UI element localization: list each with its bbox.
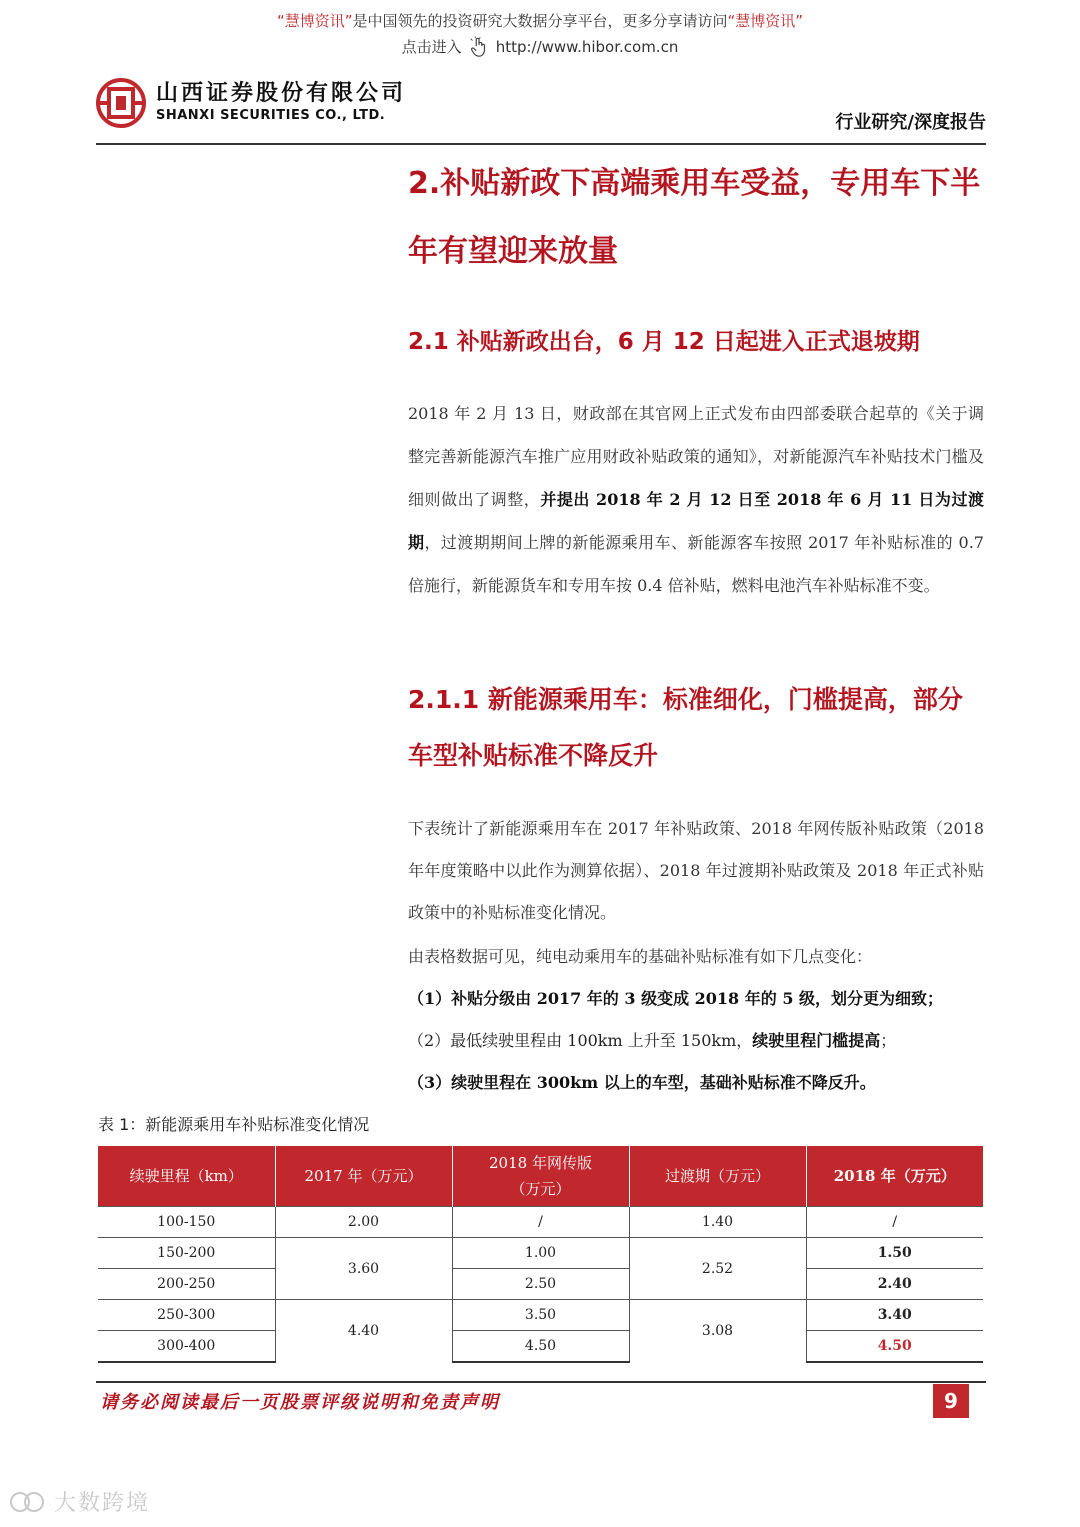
table-row [98,1269,983,1300]
list-item: （3）续驶里程在 300km 以上的车型，基础补贴标准不降反升。 [408,1073,876,1092]
subsection-title: 2.1 补贴新政出台，6 月 12 日起进入正式退坡期 [408,329,920,355]
banner-url-link[interactable]: http://www.hibor.com.cn [495,38,679,56]
table-cell: 150-200 [98,1238,275,1269]
watermark-text: 大数跨境 [54,1491,151,1516]
banner-brand: “慧博资讯” [276,12,353,30]
changes-list [408,978,984,1104]
pointer-hand-icon [468,36,490,58]
section-title: 2.补贴新政下高端乘用车受益，专用车下半年有望迎来放量 [408,166,981,269]
table-header: 续驶里程（km） [98,1146,275,1207]
disclaimer-text: 请务必阅读最后一页股票评级说明和免责声明 [100,1392,500,1413]
top-banner [0,8,1080,60]
company-name-cn: 山西证券股份有限公司 [156,81,407,106]
table-cell: 3.08 [629,1300,806,1363]
table-cell: 2.00 [275,1207,452,1238]
table-cell: 200-250 [98,1269,275,1300]
banner-brand-end: “慧博资讯” [727,12,804,30]
watermark [8,1486,150,1517]
table-cell: 250-300 [98,1300,275,1331]
report-type-label: 行业研究/深度报告 [835,112,986,133]
company-name-en: SHANXI SECURITIES CO., LTD. [156,108,386,123]
table-cell: 1.40 [629,1207,806,1238]
click-label: 点击进入 [401,38,462,56]
paragraph-changes-intro: 由表格数据可见，纯电动乘用车的基础补贴标准有如下几点变化： [408,947,873,966]
table-cell: 100-150 [98,1207,275,1238]
table-row [98,1238,983,1269]
table-cell: 2.50 [452,1269,629,1300]
table-cell: 2.40 [806,1269,983,1300]
table-header-row [98,1146,983,1207]
table-cell: 1.00 [452,1238,629,1269]
banner-text: 是中国领先的投资研究大数据分享平台，更多分享请访问 [352,12,728,30]
table-header: 2018 年网传版（万元） [452,1146,629,1207]
table-header: 2018 年（万元） [806,1146,983,1207]
company-logo [96,78,406,128]
sub-subsection-title: 2.1.1 新能源乘用车：标准细化，门槛提高，部分车型补贴标准不降反升 [408,685,963,770]
table-cell: 3.60 [275,1238,452,1300]
paragraph-policy-bold: 并提出 2018 年 2 月 12 日至 2018 年 6 月 11 日为过渡期 [408,490,984,552]
paragraph-table-intro: 下表统计了新能源乘用车在 2017 年补贴政策、2018 年网传版补贴政策（2018 年年度策略中以此作为测算依据）、2018 年过渡期补贴政策及 2018 年正式补贴政策中的补贴标准变化情况。 [408,819,984,922]
table-cell: / [452,1207,629,1238]
paragraph-policy [408,392,984,607]
table-caption: 表 1：新能源乘用车补贴标准变化情况 [98,1115,370,1134]
table-cell: 2.52 [629,1238,806,1300]
page-number: 9 [933,1384,969,1418]
list-item: （2）最低续驶里程由 100km 上升至 150km，续驶里程门槛提高； [408,1031,897,1050]
paragraph-policy-text-b: ，过渡期期间上牌的新能源乘用车、新能源客车按照 2017 年补贴标准的 0.7 倍施行，新能源货车和专用车按 0.4 倍补贴，燃料电池汽车补贴标准不变。 [408,533,984,595]
watermark-logo-icon [8,1489,48,1515]
table-cell: 4.50 [806,1331,983,1363]
table-cell: 3.50 [452,1300,629,1331]
shanxi-securities-logo-icon [96,78,146,128]
table-cell: / [806,1207,983,1238]
banner-line-2 [0,34,1080,60]
table-cell: 3.40 [806,1300,983,1331]
header-divider [96,143,986,145]
table-row [98,1331,983,1363]
list-item: （1）补贴分级由 2017 年的 3 级变成 2018 年的 5 级，划分更为细致； [408,989,944,1008]
subsidy-table [98,1146,983,1363]
banner-line-1 [0,8,1080,34]
table-row [98,1207,983,1238]
table-row [98,1300,983,1331]
table-header: 2017 年（万元） [275,1146,452,1207]
paragraph-policy-text-a: 2018 年 2 月 13 日，财政部在其官网上正式发布由四部委联合起草的《关于调整完善新能源汽车推广应用财政补贴政策的通知》，对新能源汽车补贴技术门槛及细则做出了调整， [408,404,984,509]
footer-divider [96,1381,986,1383]
table-cell: 300-400 [98,1331,275,1363]
table-cell: 4.50 [452,1331,629,1363]
table-cell: 1.50 [806,1238,983,1269]
table-cell: 4.40 [275,1300,452,1363]
table-header: 过渡期（万元） [629,1146,806,1207]
